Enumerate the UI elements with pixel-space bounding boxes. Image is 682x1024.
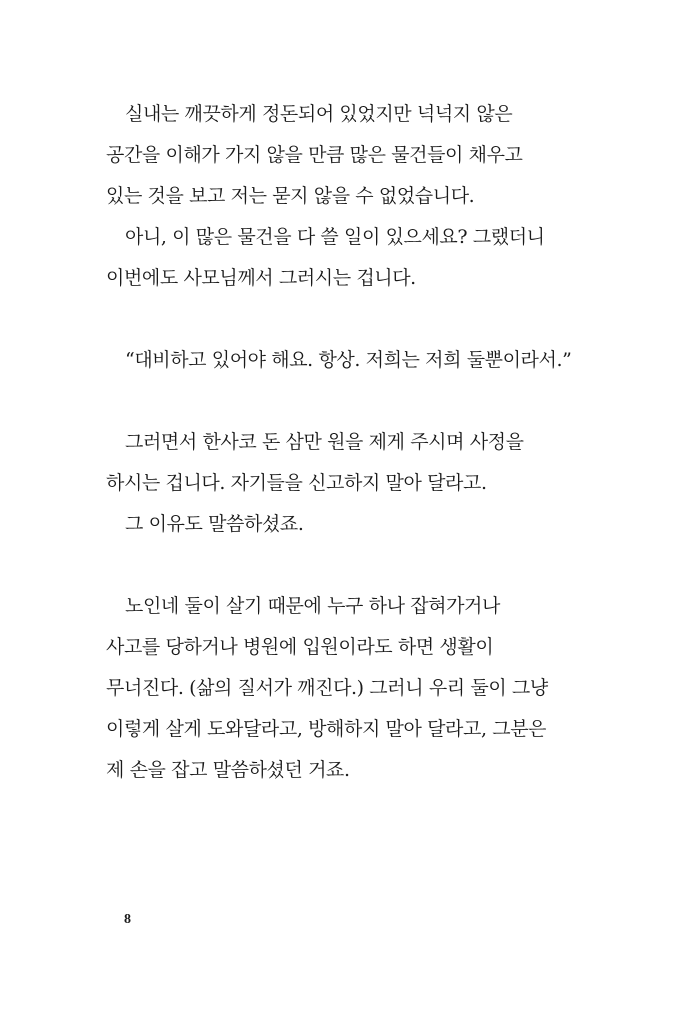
page-body: [106, 99, 572, 796]
text-line: 아니, 이 많은 물건을 다 쓸 일이 있으세요? 그랬더니: [125, 226, 545, 248]
text-line: 제 손을 잡고 말씀하셨던 거죠.: [106, 759, 350, 781]
text-line: 이렇게 살게 도와달라고, 방해하지 말아 달라고, 그분은: [106, 718, 547, 740]
text-line: 공간을 이해가 가지 않을 만큼 많은 물건들이 채우고: [106, 144, 523, 166]
text-line: 그러면서 한사코 돈 삼만 원을 제게 주시며 사정을: [125, 431, 524, 453]
text-line: 이번에도 사모님께서 그러시는 겁니다.: [106, 267, 416, 289]
text-line: 있는 것을 보고 저는 묻지 않을 수 없었습니다.: [106, 185, 475, 207]
text-line: 그 이유도 말씀하셨죠.: [125, 513, 304, 535]
paragraph-gap: [106, 304, 546, 345]
quote-line: “대비하고 있어야 해요. 항상. 저희는 저희 둘뿐이라서.”: [125, 349, 572, 371]
page-number: 8: [124, 912, 131, 927]
text-line: 하시는 겁니다. 자기들을 신고하지 말아 달라고.: [106, 472, 487, 494]
paragraph-gap: [106, 386, 546, 427]
text-line: 실내는 깨끗하게 정돈되어 있었지만 넉넉지 않은: [125, 103, 513, 125]
paragraph-gap: [106, 550, 546, 591]
text-line: 노인네 둘이 살기 때문에 누구 하나 잡혀가거나: [125, 595, 500, 617]
text-line: 사고를 당하거나 병원에 입원이라도 하면 생활이: [106, 636, 494, 658]
text-line: 무너진다. (삶의 질서가 깨진다.) 그러니 우리 둘이 그냥: [106, 677, 548, 699]
